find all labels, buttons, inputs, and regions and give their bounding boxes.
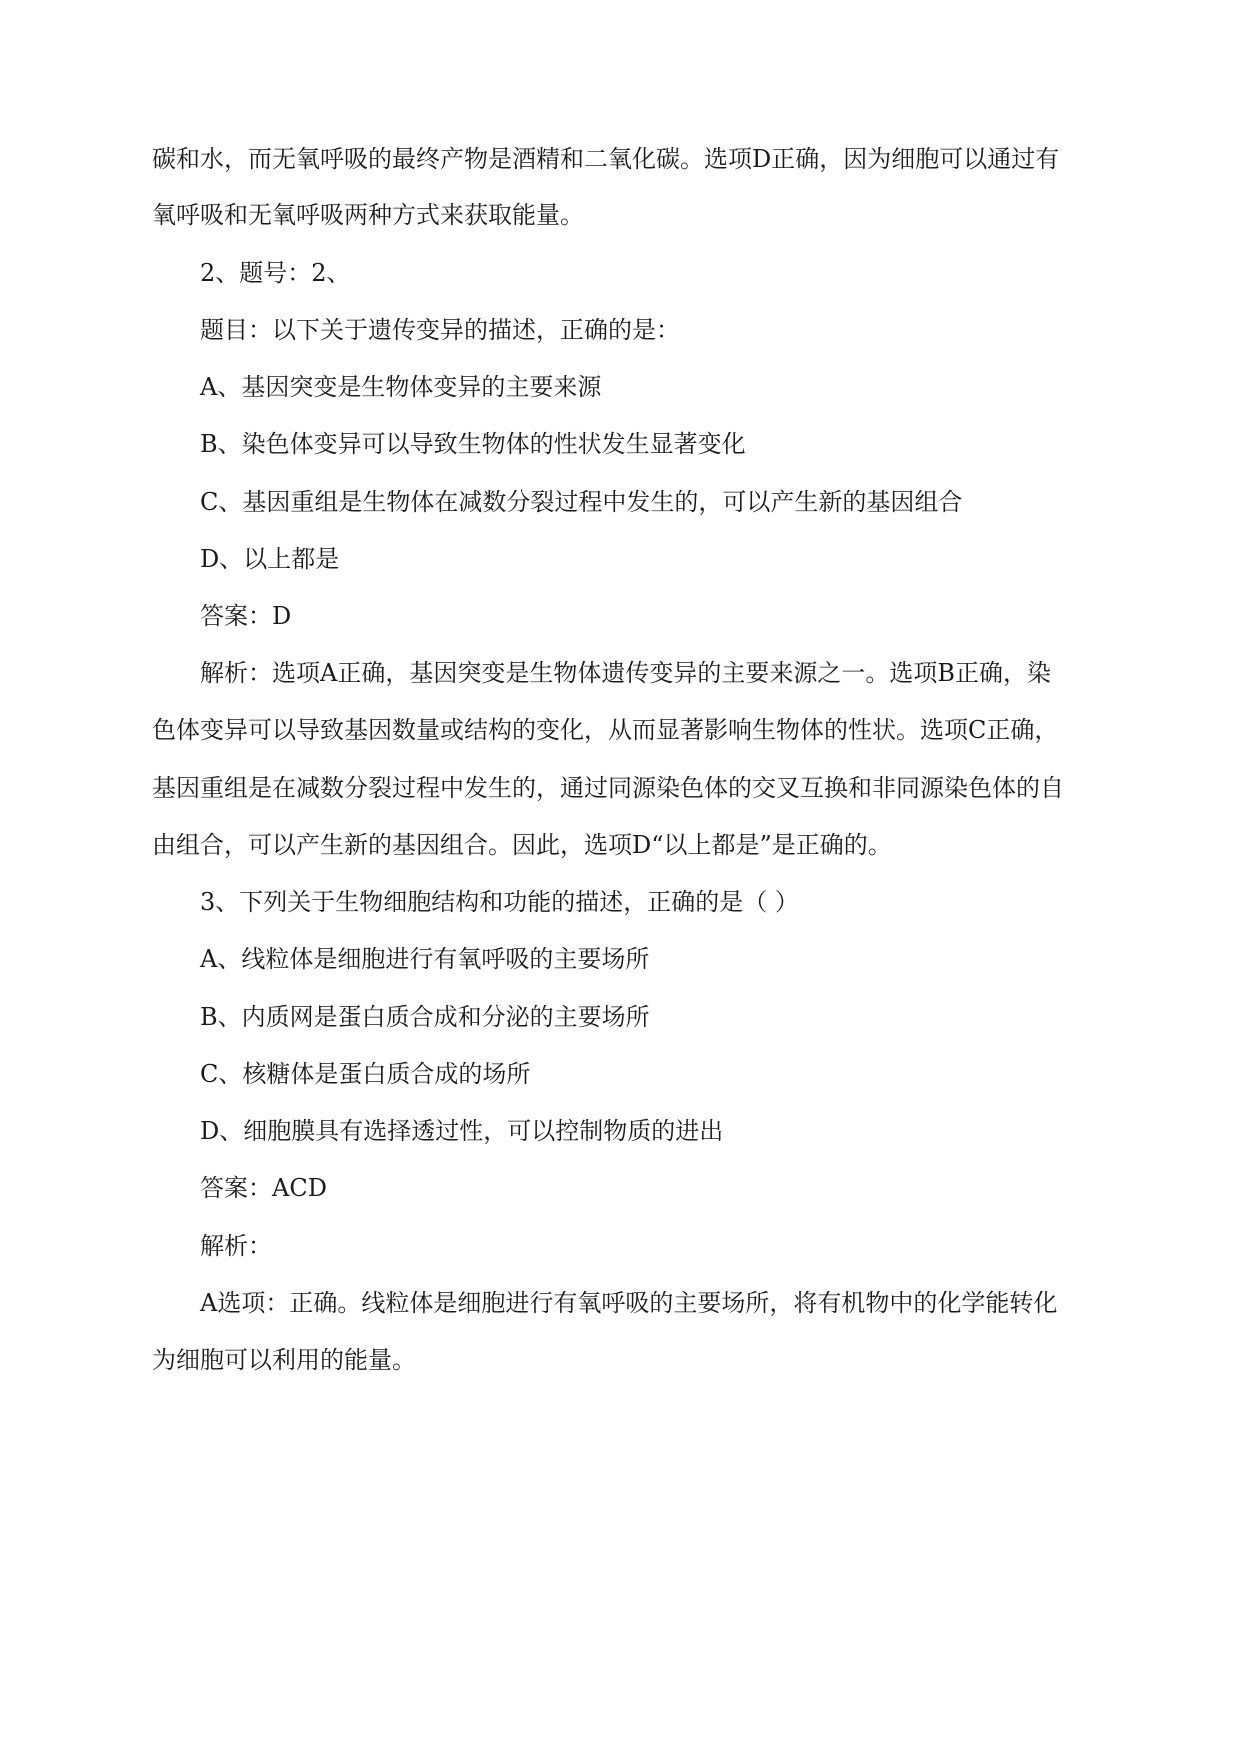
answer: 答案：D [200, 602, 292, 630]
question-number: 2、题号：2、 [200, 259, 351, 287]
option-d: D、细胞膜具有选择透过性，可以控制物质的进出 [200, 1117, 724, 1145]
explanation-line: 基因重组是在减数分裂过程中发生的，通过同源染色体的交叉互换和非同源染色体的自 [152, 774, 1064, 802]
question-stem: 题目：以下关于遗传变异的描述，正确的是： [200, 316, 680, 344]
option-c: C、核糖体是蛋白质合成的场所 [200, 1060, 531, 1088]
option-a: A、线粒体是细胞进行有氧呼吸的主要场所 [200, 945, 650, 973]
explanation-line: A选项：正确。线粒体是细胞进行有氧呼吸的主要场所，将有机物中的化学能转化 [200, 1289, 1058, 1317]
explanation-line: 色体变异可以导致基因数量或结构的变化，从而显著影响生物体的性状。选项C正确， [152, 716, 1059, 744]
option-d: D、以上都是 [200, 545, 340, 573]
option-b: B、内质网是蛋白质合成和分泌的主要场所 [200, 1003, 650, 1031]
paragraph-line: 氧呼吸和无氧呼吸两种方式来获取能量。 [152, 201, 584, 229]
answer: 答案：ACD [200, 1174, 327, 1202]
paragraph-line: 碳和水，而无氧呼吸的最终产物是酒精和二氧化碳。选项D正确，因为细胞可以通过有 [152, 145, 1060, 173]
explanation-line: 为细胞可以利用的能量。 [152, 1346, 416, 1374]
explanation-line: 由组合，可以产生新的基因组合。因此，选项D“以上都是”是正确的。 [152, 831, 892, 859]
option-c: C、基因重组是生物体在减数分裂过程中发生的，可以产生新的基因组合 [200, 488, 963, 516]
option-b: B、染色体变异可以导致生物体的性状发生显著变化 [200, 430, 746, 458]
explanation-line: 解析：选项A正确，基因突变是生物体遗传变异的主要来源之一。选项B正确，染 [200, 659, 1051, 687]
explanation-heading: 解析： [200, 1232, 272, 1260]
question-stem: 3、下列关于生物细胞结构和功能的描述，正确的是（ ） [200, 888, 799, 916]
option-a: A、基因突变是生物体变异的主要来源 [200, 373, 602, 401]
